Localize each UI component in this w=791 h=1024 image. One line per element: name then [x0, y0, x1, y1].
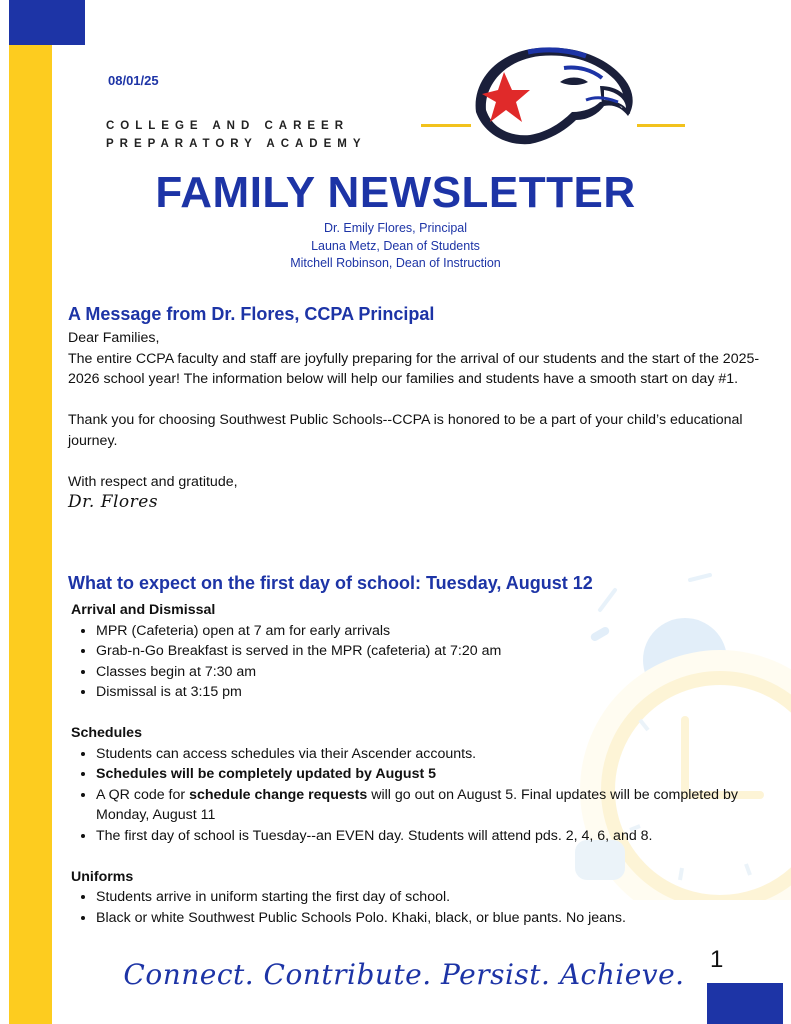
uniforms-list: [71, 887, 771, 928]
list-item: [96, 764, 771, 785]
page-number: 1: [710, 946, 724, 973]
newsletter-title: FAMILY NEWSLETTER: [155, 168, 636, 217]
list-item: • MPR (Cafeteria) open at 7 am for early arrivals: [96, 621, 771, 642]
list-item: • Grab-n-Go Breakfast is served in the MPR (cafeteria) at 7:20 am: [96, 641, 771, 662]
logo-divider-right: [637, 124, 685, 127]
principal-signature: Dr. Flores: [68, 492, 159, 512]
footer-motto: Connect. Contribute. Persist. Achieve.: [123, 958, 685, 991]
eagle-logo-icon: [468, 42, 638, 147]
staff-list: [0, 220, 791, 273]
message-closing: With respect and gratitude,: [68, 473, 238, 490]
top-blue-tab: [9, 0, 85, 45]
uniforms-section-title: Uniforms: [71, 868, 134, 885]
principal-message-heading: A Message from Dr. Flores, CCPA Principal: [68, 304, 435, 324]
arrival-list: [71, 621, 771, 703]
message-paragraph-2: Thank you for choosing Southwest Public Schools--CCPA is honored to be a part of your child’s educational journey.: [68, 412, 743, 449]
first-day-sections: [71, 600, 771, 928]
schedules-section-title: Schedules: [71, 725, 142, 741]
qr-text-post: will go out on August 5. Final updates will be completed by Monday, August 11: [96, 786, 738, 823]
logo-divider-left: [421, 124, 471, 127]
first-day-heading: What to expect on the first day of school: Tuesday, August 12: [68, 573, 593, 593]
staff-dean-instruction: Mitchell Robinson, Dean of Instruction: [290, 256, 501, 270]
list-item: • Dismissal is at 3:15 pm: [96, 682, 771, 703]
list-item: • Students arrive in uniform starting the first day of school.: [96, 887, 771, 908]
list-item: [96, 785, 771, 826]
schedules-list: [71, 744, 771, 847]
school-name: [106, 117, 367, 153]
list-item: • Classes begin at 7:30 am: [96, 662, 771, 683]
school-name-line2: PREPARATORY ACADEMY: [106, 138, 367, 150]
list-item: • The first day of school is Tuesday--an EVEN day. Students will attend pds. 2, 4, 6, and 8.: [96, 826, 771, 847]
message-paragraph-1: The entire CCPA faculty and staff are joyfully preparing for the arrival of our students and the start of the 2025-2026 school year! The information below will help our families and students have a smooth start on day #1.: [68, 350, 760, 387]
staff-dean-students: Launa Metz, Dean of Students: [311, 238, 480, 253]
principal-message: [68, 328, 768, 513]
school-name-line1: COLLEGE AND CAREER: [106, 120, 350, 132]
qr-text-pre: A QR code for: [96, 786, 190, 803]
schedules-update-note: Schedules will be completely updated by August 5: [96, 766, 437, 782]
message-greeting: Dear Families,: [68, 330, 160, 346]
staff-principal: Dr. Emily Flores, Principal: [323, 221, 468, 235]
arrival-section-title: Arrival and Dismissal: [71, 602, 216, 618]
list-item: • Students can access schedules via their Ascender accounts.: [96, 744, 771, 765]
list-item: • Black or white Southwest Public Schools Polo. Khaki, black, or blue pants. No jeans.: [96, 908, 771, 929]
issue-date: 08/01/25: [108, 73, 159, 88]
qr-text-bold: schedule change requests: [189, 786, 368, 803]
